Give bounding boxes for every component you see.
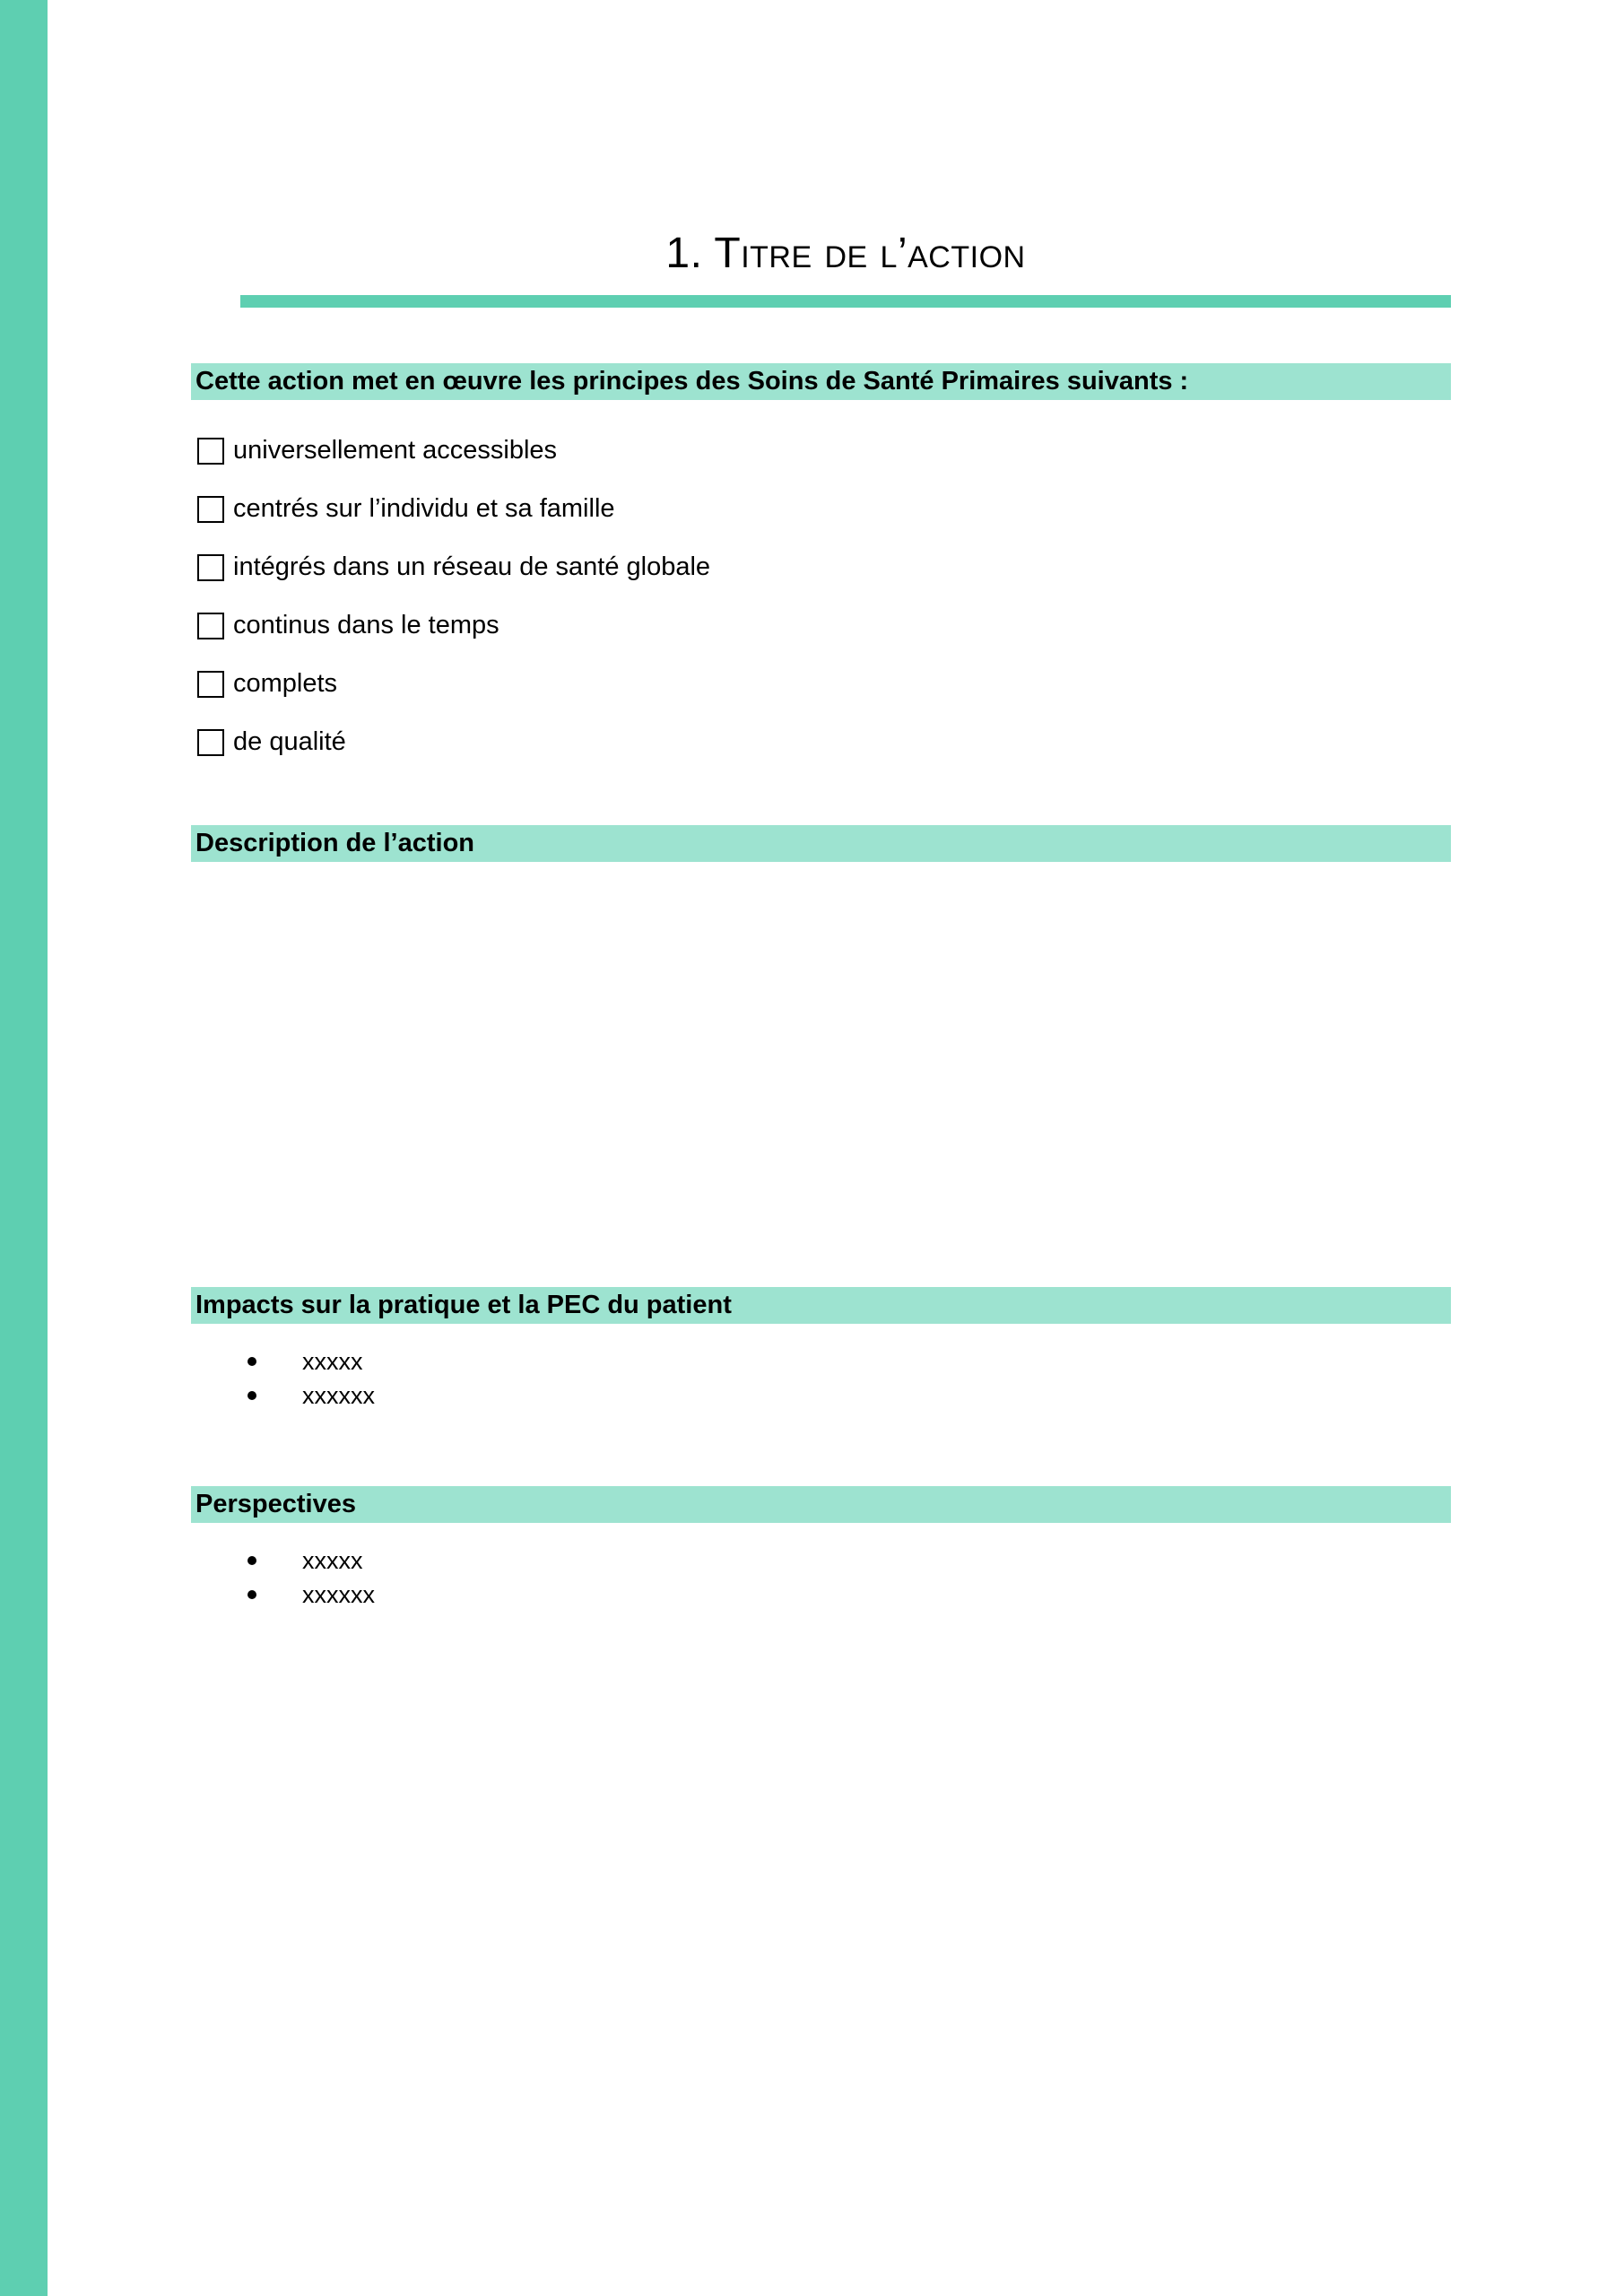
bullet-icon — [248, 1357, 256, 1366]
bullet-icon — [248, 1391, 256, 1400]
perspectives-header: Perspectives — [191, 1486, 1451, 1523]
checklist-item[interactable] — [197, 596, 710, 655]
checklist-item-label: complets — [233, 669, 338, 698]
checkbox[interactable] — [197, 438, 224, 465]
list-item-text: xxxxx — [302, 1347, 363, 1375]
checklist-item[interactable] — [197, 713, 710, 771]
page-title: 1. Titre de l’action — [665, 230, 1026, 277]
title-underline — [240, 295, 1451, 308]
checkbox[interactable] — [197, 613, 224, 639]
bullet-icon — [248, 1556, 256, 1565]
checkbox[interactable] — [197, 554, 224, 581]
checklist-item-label: universellement accessibles — [233, 436, 558, 465]
checkbox[interactable] — [197, 496, 224, 523]
list-item — [245, 1544, 375, 1578]
checkbox[interactable] — [197, 729, 224, 756]
list-item-text: xxxxxx — [302, 1580, 375, 1608]
checklist-item-label: de qualité — [233, 727, 346, 756]
list-item — [245, 1344, 375, 1378]
checklist-item[interactable] — [197, 480, 710, 538]
list-item — [245, 1578, 375, 1612]
checklist-item[interactable] — [197, 422, 710, 480]
list-item-text: xxxxxx — [302, 1381, 375, 1409]
checklist-item-label: centrés sur l’individu et sa famille — [233, 494, 615, 523]
principles-checklist — [197, 422, 710, 771]
list-item-text: xxxxx — [302, 1546, 363, 1574]
checklist-item[interactable] — [197, 655, 710, 713]
impacts-list — [245, 1344, 375, 1413]
principles-header: Cette action met en œuvre les principes des Soins de Santé Primaires suivants : — [191, 363, 1451, 400]
checklist-item-label: continus dans le temps — [233, 611, 499, 639]
perspectives-list — [245, 1544, 375, 1612]
checklist-item-label: intégrés dans un réseau de santé globale — [233, 552, 711, 581]
side-accent-band — [0, 0, 48, 2296]
description-header: Description de l’action — [191, 825, 1451, 862]
checklist-item[interactable] — [197, 538, 710, 596]
checkbox[interactable] — [197, 671, 224, 698]
bullet-icon — [248, 1590, 256, 1599]
impacts-header: Impacts sur la pratique et la PEC du patient — [191, 1287, 1451, 1324]
list-item — [245, 1378, 375, 1413]
